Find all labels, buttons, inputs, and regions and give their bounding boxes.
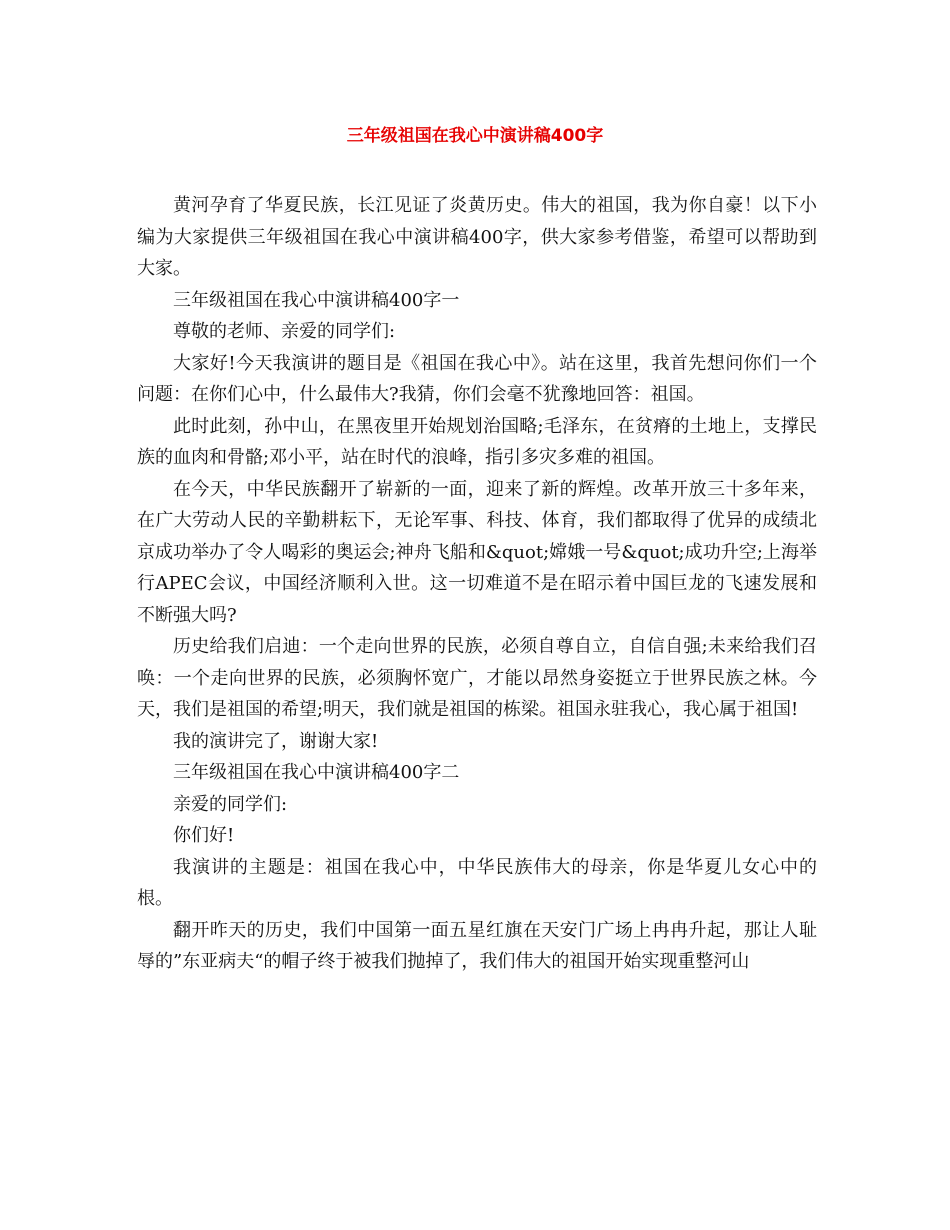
- document-title: 三年级祖国在我心中演讲稿400字: [346, 126, 604, 146]
- paragraph: 大家好!今天我演讲的题目是《祖国在我心中》。站在这里，我首先想问你们一个问题：在你们心中，什么最伟大?我猜，你们会毫不犹豫地回答：祖国。: [137, 352, 817, 405]
- salutation-2: 亲爱的同学们:: [173, 793, 288, 815]
- greeting: 你们好!: [173, 825, 235, 846]
- paragraph: 在今天，中华民族翻开了崭新的一面，迎来了新的辉煌。改革开放三十多年来，在广大劳动人民的辛勤耕耘下，无论军事、科技、体育，我们都取得了优异的成绩北京成功举办了令人喝彩的奥运会;神舟飞船和&quot;嫦娥一号&quot;成功升空;上海举行APEC会议，中国经济顺利入世。这一切难道不是在昭示着中国巨龙的飞速发展和不断强大吗?: [137, 478, 817, 626]
- paragraph-intro: 黄河孕育了华夏民族，长江见证了炎黄历史。伟大的祖国，我为你自豪！以下小编为大家提供三年级祖国在我心中演讲稿400字，供大家参考借鉴，希望可以帮助到大家。: [137, 195, 817, 279]
- section-heading-1: 三年级祖国在我心中演讲稿400字一: [173, 289, 460, 311]
- paragraph: 此时此刻，孙中山，在黑夜里开始规划治国略;毛泽东，在贫瘠的土地上，支撑民族的血肉和骨骼;邓小平，站在时代的浪峰，指引多灾多难的祖国。: [137, 415, 817, 468]
- closing-line: 我的演讲完了，谢谢大家!: [173, 730, 379, 752]
- salutation-1: 尊敬的老师、亲爱的同学们:: [173, 321, 396, 342]
- paragraph: 历史给我们启迪：一个走向世界的民族，必须自尊自立，自信自强;未来给我们召唤：一个走向世界的民族，必须胸怀宽广，才能以昂然身姿挺立于世界民族之林。今天，我们是祖国的希望;明天，我们就是祖国的栋梁。祖国永驻我心，我心属于祖国!: [137, 636, 817, 720]
- paragraph: 我演讲的主题是：祖国在我心中，中华民族伟大的母亲，你是华夏儿女心中的根。: [137, 856, 817, 909]
- paragraph: 翻开昨天的历史，我们中国第一面五星红旗在天安门广场上冉冉升起，那让人耻辱的”东亚病夫“的帽子终于被我们抛掉了，我们伟大的祖国开始实现重整河山: [137, 919, 817, 972]
- section-heading-2: 三年级祖国在我心中演讲稿400字二: [173, 762, 460, 783]
- document-body: [137, 190, 817, 978]
